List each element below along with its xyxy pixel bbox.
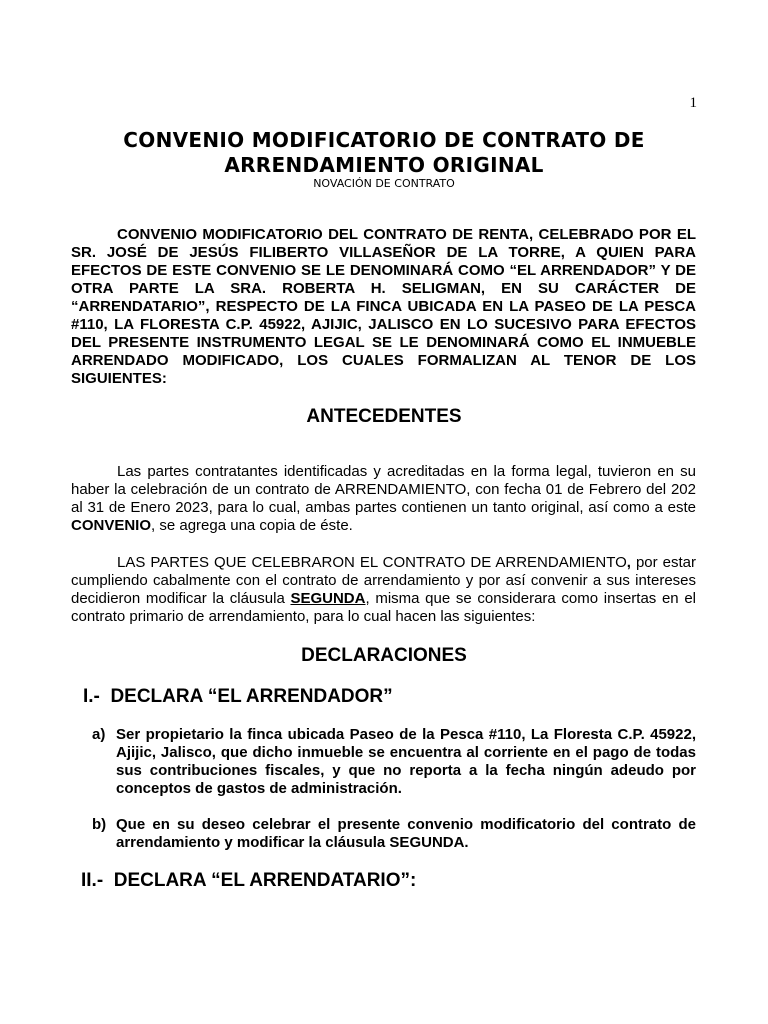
- intro-paragraph: CONVENIO MODIFICATORIO DEL CONTRATO DE RENTA, CELEBRADO POR EL SR. JOSÉ DE JESÚS FILIBERTO VILLASEÑOR DE LA TORRE, A QUIEN PARA EFECTOS DE ESTE CONVENIO SE LE DENOMINARÁ COMO “EL ARRENDADOR” Y DE OTRA PARTE LA SRA. ROBERTA H. SELIGMAN, EN SU CARÁCTER DE “ARRENDATARIO”, RESPECTO DE LA FINCA UBICADA EN LA PASEO DE LA PESCA #110, LA FLORESTA C.P. 45922, AJIJIC, JALISCO EN LO SUCESIVO PARA EFECTOS DEL PRESENTE INSTRUMENTO LEGAL SE LE DENOMINARÁ COMO EL INMUEBLE ARRENDADO MODIFICADO, LOS CUALES FORMALIZAN AL TENOR DE LOS SIGUIENTES:: [71, 226, 696, 387]
- item-text: Ser propietario la finca ubicada Paseo de la Pesca #110, La Floresta C.P. 45922, Ajijic, Jalisco, que dicho inmueble se encuentra al corriente en el pago de todas sus contribuciones fiscales, y que no reporta a la fecha ningún adeudo por conceptos de gastos de administración.: [116, 726, 696, 797]
- antecedentes-heading: ANTECEDENTES: [306, 406, 462, 427]
- declaration-item: [92, 726, 696, 798]
- antecedentes-p1-text: Las partes contratantes identificadas y acreditadas en la forma legal, tuvieron en su haber la celebración de un contrato de ARRENDAMIENTO, con fecha 01 de Febrero del 202 al 31 de Enero 2023, para lo cual, ambas partes contienen un tanto original, así como a este: [71, 463, 696, 516]
- item-letter: a): [92, 726, 106, 743]
- antecedentes-paragraph-1: [71, 463, 696, 535]
- document-subtitle: NOVACIÓN DE CONTRATO: [313, 177, 455, 190]
- item-text: Que en su deseo celebrar el presente convenio modificatorio del contrato de arrendamiento y modificar la cláusula SEGUNDA.: [116, 816, 696, 851]
- antecedentes-p1-bold: CONVENIO: [71, 517, 152, 534]
- declaration-item: [92, 816, 696, 852]
- antecedentes-p2-bold: SEGUNDA: [290, 590, 366, 607]
- antecedentes-p2-end: , misma que se considerara como insertas en el contrato primario de arrendamiento, para lo cual hacen las siguientes:: [71, 590, 696, 625]
- document-title: [0, 128, 768, 178]
- antecedentes-p1-end: , se agrega una copia de éste.: [151, 517, 353, 534]
- antecedentes-paragraph-2: [71, 554, 696, 626]
- title-line-1: CONVENIO MODIFICATORIO DE CONTRATO DE: [123, 128, 645, 152]
- antecedentes-p2-mid: por estar cumpliendo cabalmente con el contrato de arrendamiento y por así convenir a sus intereses decidieron modificar la cláusula: [71, 554, 696, 607]
- declaraciones-heading: DECLARACIONES: [301, 645, 467, 666]
- item-letter: b): [92, 816, 107, 833]
- section-declara-arrendador: I.- DECLARA “EL ARRENDADOR”: [83, 686, 393, 707]
- antecedentes-p2-comma: ,: [626, 554, 631, 571]
- antecedentes-p2-start: LAS PARTES QUE CELEBRARON EL CONTRATO DE ARRENDAMIENTO: [117, 554, 627, 571]
- section-declara-arrendatario: II.- DECLARA “EL ARRENDATARIO”:: [81, 870, 417, 891]
- page-number: 1: [689, 95, 697, 111]
- title-line-2: ARRENDAMIENTO ORIGINAL: [224, 153, 544, 177]
